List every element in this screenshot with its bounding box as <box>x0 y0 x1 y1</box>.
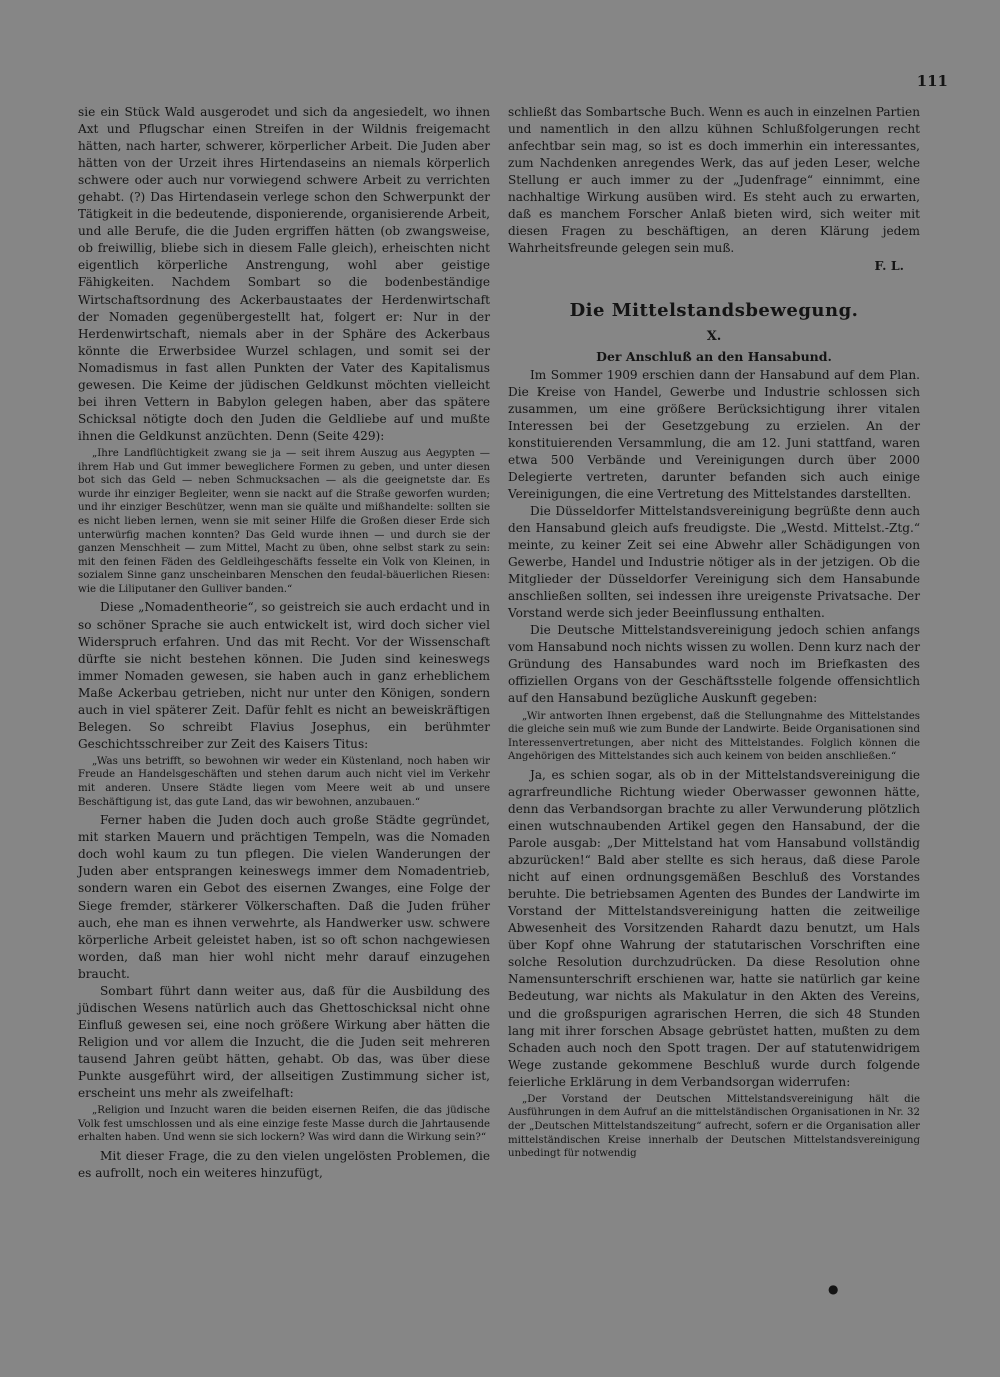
paragraph: sie ein Stück Wald ausgerodet und sich da angesiedelt, wo ihnen Axt und Pflugschar einen Streifen in der Wildnis freigemacht hätten, nach harter, schwerer, körperlicher Arbeit. Die Juden aber hätten von der Urzeit ihres Hirtendaseins an niemals körperlich schwere oder auch nur vorwiegend schwere Arbeit zu verrichten gehabt. (?) Das Hirtendasein verlege schon den Schwerpunkt der Tätigkeit in die bedeutende, disponierende, organisierende Arbeit, und alle Berufe, die die Juden ergriffen hätten (ob zwangsweise, ob freiwillig, bliebe sich in diesem Falle gleich), erheischten nicht eigentlich körperliche Anstrengung, wohl aber geistige Fähigkeiten. Nachdem Sombart so die bodenbeständige Wirtschaftsordnung des Ackerbaustaates der Herdenwirtschaft der Nomaden gegenübergestellt hat, folgert er: Nur in der Herdenwirtschaft, niemals aber in der Sphäre des Ackerbaus könnte die Erwerbsidee Wurzel schlagen, und somit sei der Nomadismus in fast allen Punkten der Vater des Kapitalismus gewesen. Die Keime der jüdischen Geldkunst möchten vielleicht bei ihren Vettern in Babylon gelegen haben, aber das spätere Schicksal nötigte doch den Juden die Geldliebe auf und mußte ihnen die Geldkunst anzüchten. Denn (Seite 429): <box>78 105 490 443</box>
quote-text: „Ihre Landflüchtigkeit zwang sie ja — seit ihrem Auszug aus Aegypten — ihrem Hab und Gut immer beweglichere Formen zu geben, und unter diesen bot sich das Geld — neben Schmucksachen — als die geeignetste dar. Es wurde ihr einziger Begleiter, wenn sie nackt auf die Straße geworfen wurden; und ihr einziger Beschützer, wenn man sie quälte und mißhandelte: sollten sie es nicht lieben lernen, wenn sie mit seiner Hilfe die Großen dieser Erde sich unterwürfig machen konnten? Das Geld wurde ihnen — und durch sie der ganzen Menschheit — zum Mittel, Macht zu üben, ohne selbst stark zu sein: mit den feinen Fäden des Geldleihgeschäfts fesselte ein Volk von Kleinen, in sozialem Sinne ganz unscheinbaren Menschen den feudal-bäuerlichen Riesen: wie die Liliputaner den Gulliver banden.“ <box>78 447 490 595</box>
paragraph: Sombart führt dann weiter aus, daß für die Ausbildung des jüdischen Wesens natürlich auch das Ghettoschicksal nicht ohne Einfluß gewesen sei, eine noch größere Wirkung aber hätten die Religion und vor allem die Inzucht, die die Juden seit mehreren tausend Jahren geübt hätten, gehabt. Ob das, was über diese Punkte ausgeführt wird, der allseitigen Zustimmung sicher ist, erscheint uns mehr als zweifelhaft: <box>78 983 490 1101</box>
section-title: Die Mittelstandsbewegung. <box>569 300 859 322</box>
paragraph: Ferner haben die Juden doch auch große Städte gegründet, mit starken Mauern und prächtigen Tempeln, was die Nomaden doch wohl kaum zu tun pflegen. Die vielen Wanderungen der Juden aber entsprangen keineswegs immer dem Nomadentrieb, sondern waren ein Gebot des eisernen Zwanges, eine Folge der Siege fremder, stärkerer Völkerschaften. Daß die Juden früher auch, ehe man es ihnen verwehrte, als Handwerker usw. schwere körperliche Arbeit geleistet haben, ist so oft schon nachgewiesen worden, daß man hier wohl nicht mehr darauf einzugehen braucht. <box>78 813 490 981</box>
block-quote <box>508 1093 920 1161</box>
author-signature: F. L. <box>874 258 904 274</box>
quote-text: „Was uns betrifft, so bewohnen wir weder ein Küstenland, noch haben wir Freude an Handelsgeschäften und stehen darum auch nicht viel im Verkehr mit anderen. Unsere Städte liegen vom Meere weit ab und unsere Beschäftigung ist, das gute Land, das wir bewohnen, anzubauen.“ <box>78 755 490 808</box>
block-quote <box>78 755 490 809</box>
paragraph: Ja, es schien sogar, als ob in der Mittelstandsvereinigung die agrarfreundliche Richtung wieder Oberwasser gewonnen hätte, denn das Verbandsorgan brachte zu aller Verwunderung plötzlich einen wutschnaubenden Artikel gegen den Hansabund, der die Parole ausgab: „Der Mittelstand hat vom Hansabund vollständig abzurücken!“ Bald aber stellte es sich heraus, daß diese Parole nicht auf einen ordnungsgemäßen Beschluß des Vorstandes beruhte. Die betriebsamen Agenten des Bundes der Landwirte im Vorstand der Mittelstandsvereinigung hatten die zeitweilige Abwesenheit des Vorsitzenden Rahardt dazu benutzt, um Hals über Kopf ohne Wahrung der statutarischen Vorschriften eine solche Resolution durchzudrücken. Da diese Resolution ohne Namensunterschrift erschienen war, hatte sie natürlich gar keine Bedeutung, war nichts als Makulatur in den Akten des Vereins, und die großspurigen agrarischen Herren, die sich 48 Stunden lang mit ihrer forschen Absage gebrüstet hatten, mußten zu dem Schaden auch noch den Spott tragen. Der auf statutenwidrigem Wege zustande gekommene Beschluß wurde durch folgende feierliche Erklärung in dem Verbandsorgan widerrufen: <box>508 767 920 1089</box>
paragraph: Diese „Nomadentheorie“, so geistreich sie auch erdacht und in so schöner Sprache sie auch entwickelt ist, wird doch sicher viel Widerspruch erfahren. Und das mit Recht. Vor der Wissenschaft dürfte sie nicht bestehen können. Die Juden sind keineswegs immer Nomaden gewesen, sie haben auch in ganz erheblichem Maße Ackerbau getrieben, nicht nur unter den Königen, sondern auch in viel späterer Zeit. Dafür fehlt es nicht an beweiskräftigen Belegen. So schreibt Flavius Josephus, ein berühmter Geschichtsschreiber zur Zeit des Kaisers Titus: <box>78 600 490 751</box>
right-column <box>508 104 920 1164</box>
paragraph: schließt das Sombartsche Buch. Wenn es auch in einzelnen Partien und namentlich in den allzu kühnen Schlußfolgerungen recht anfechtbar sein mag, so ist es doch immerhin ein interessantes, zum Nachdenken anregendes Werk, das auf jeden Leser, welche Stellung er auch immer zu der „Judenfrage“ einnimmt, eine nachhaltige Wirkung ausüben wird. Es steht auch zu erwarten, daß es manchem Forscher Anlaß bieten wird, sich weiter mit diesen Fragen zu beschäftigen, an deren Klärung jedem Wahrheitsfreunde gelegen sein muß. <box>508 105 920 256</box>
block-quote <box>78 1104 490 1145</box>
footer-mark-icon: ● <box>828 1282 839 1296</box>
quote-text: „Der Vorstand der Deutschen Mittelstandsvereinigung hält die Ausführungen in dem Aufruf an die mittelständischen Organisationen in Nr. 32 der „Deutschen Mittelstandszeitung“ aufrecht, sofern er die Organisation aller mittelständischen Kreise innerhalb der Deutschen Mittelstandsvereinigung unbedingt für notwendig <box>508 1093 920 1160</box>
quote-text: „Wir antworten Ihnen ergebenst, daß die Stellungnahme des Mittelstandes die gleiche sein muß wie zum Bunde der Landwirte. Beide Organisationen sind Interessenvertretungen, aber nicht des Mittelstandes. Folglich können die Angehörigen des Mittelstandes sich auch keinem von beiden anschließen.“ <box>508 710 920 763</box>
left-column <box>78 104 490 1182</box>
block-quote <box>508 710 920 764</box>
paragraph: Die Deutsche Mittelstandsvereinigung jedoch schien anfangs vom Hansabund noch nichts wissen zu wollen. Denn kurz nach der Gründung des Hansabundes ward noch im Briefkasten des offiziellen Organs von der Geschäftsstelle folgende offensichtlich auf den Hansabund bezügliche Auskunft gegeben: <box>508 623 920 706</box>
quote-text: „Religion und Inzucht waren die beiden eisernen Reifen, die das jüdische Volk fest umschlossen und als eine einzige feste Masse durch die Jahrtausende erhalten haben. Und wenn sie sich lockern? Was wird dann die Wirkung sein?“ <box>78 1105 490 1144</box>
paragraph: Die Düsseldorfer Mittelstandsvereinigung begrüßte denn auch den Hansabund gleich aufs freudigste. Die „Westd. Mittelst.-Ztg.“ meinte, zu keiner Zeit sei eine Abwehr aller Schädigungen von Gewerbe, Handel und Industrie nötiger als in der jetzigen. Ob die Mitglieder der Düsseldorfer Vereinigung sich dem Hansabunde anschließen sollten, sei indessen ihre ureigenste Privatsache. Der Vorstand werde sich jeder Beeinflussung enthalten. <box>508 503 920 621</box>
paragraph: Im Sommer 1909 erschien dann der Hansabund auf dem Plan. Die Kreise von Handel, Gewerbe und Industrie schlossen sich zusammen, um eine größere Berücksichtigung ihrer vitalen Interessen bei der Gesetzgebung zu erzielen. An der konstituierenden Versammlung, die am 12. Juni stattfand, waren etwa 500 Verbände und Vereinigungen durch über 2000 Delegierte vertreten, darunter befanden sich auch einige Vereinigungen, die eine Vertretung des Mittelstandes darstellten. <box>508 367 920 501</box>
block-quote <box>78 447 490 597</box>
section-number: X. <box>706 329 722 345</box>
section-subtitle: Der Anschluß an den Hansabund. <box>596 348 832 364</box>
page-number: 111 <box>916 72 948 90</box>
paragraph: Mit dieser Frage, die zu den vielen ungelösten Problemen, die es aufrollt, noch ein weiteres hinzufügt, <box>78 1148 490 1180</box>
